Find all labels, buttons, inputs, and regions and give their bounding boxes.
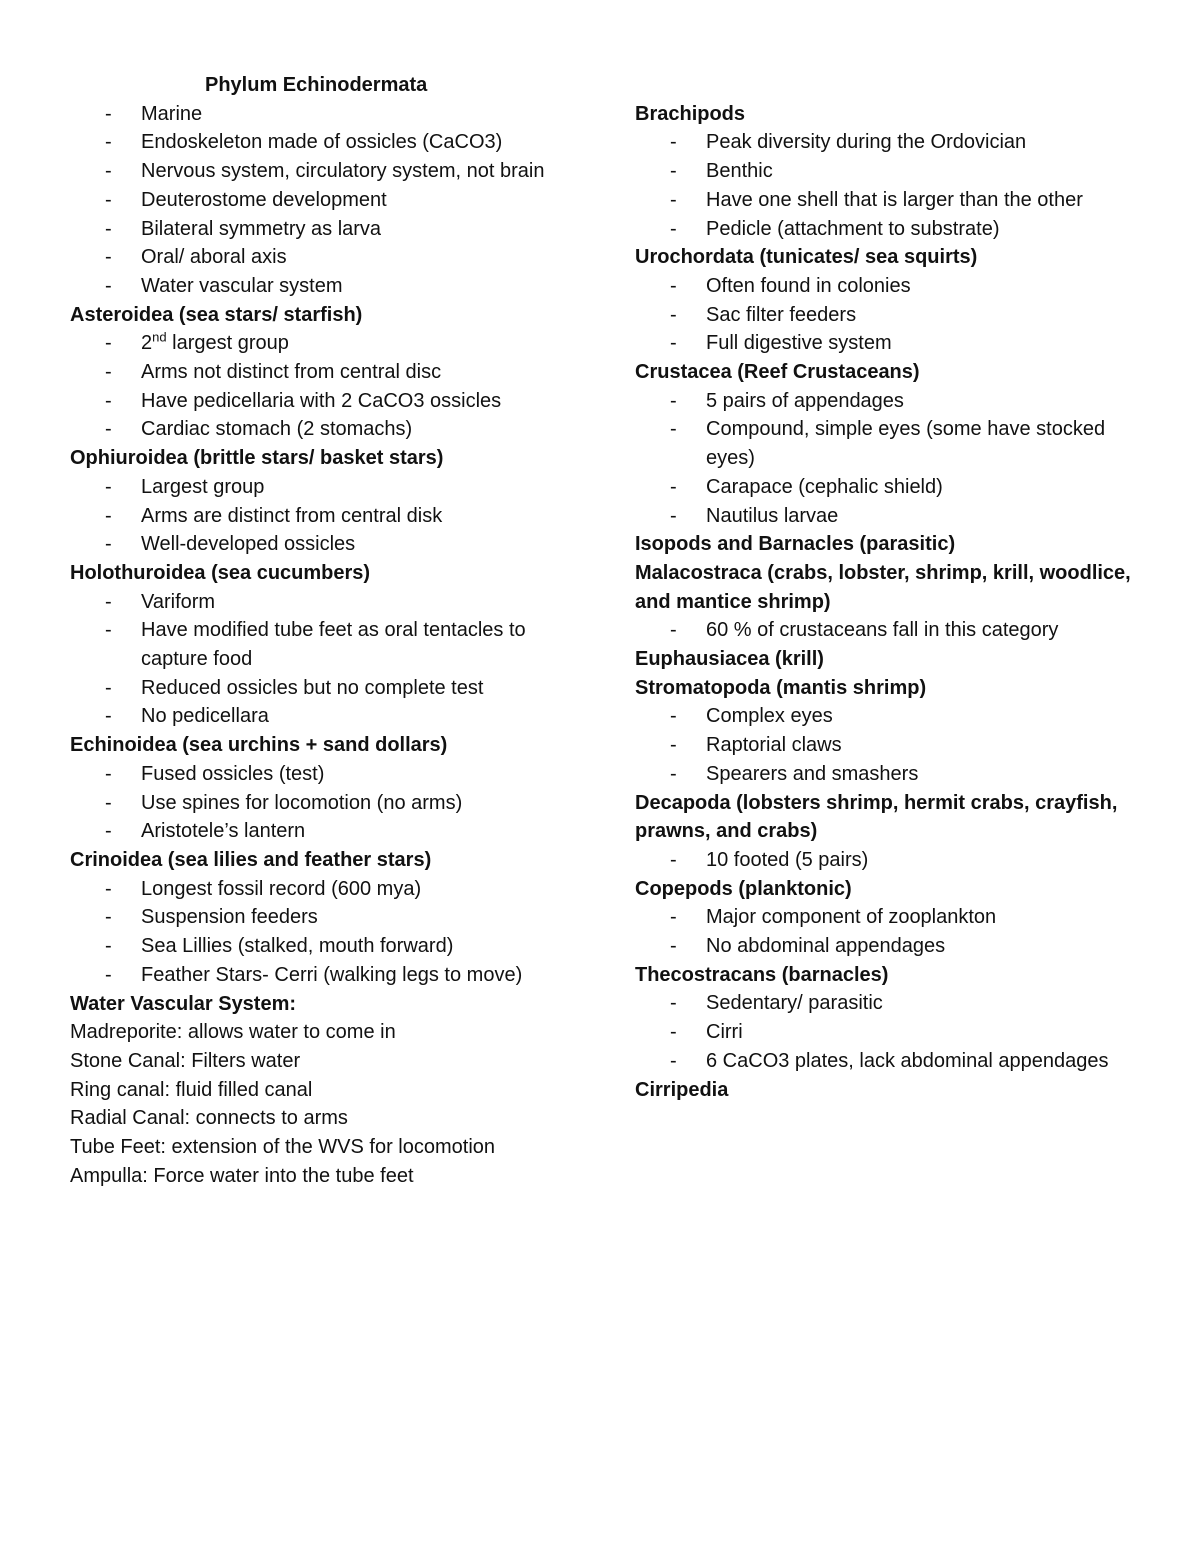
list-item: - Deuterostome development — [70, 186, 590, 215]
list-item: - Oral/ aboral axis — [70, 243, 590, 272]
list-item: - Sedentary/ parasitic — [635, 989, 1155, 1018]
list-item: - Suspension feeders — [70, 903, 590, 932]
bullet-dash: - — [670, 188, 677, 211]
list-item: - Complex eyes — [635, 702, 1155, 731]
section-heading-crustacea: Crustacea (Reef Crustaceans) — [635, 361, 920, 384]
bullet-dash: - — [105, 676, 112, 699]
list-item: - Full digestive system — [635, 329, 1155, 358]
brachipods-list — [635, 128, 1155, 243]
holothuroidea-list — [70, 588, 590, 732]
list-item: - Sac filter feeders — [635, 301, 1155, 330]
list-item: - Often found in colonies — [635, 272, 1155, 301]
bullet-dash: - — [105, 619, 112, 642]
section-heading-brachipods: Brachipods — [635, 102, 746, 125]
list-item: - Use spines for locomotion (no arms) — [70, 789, 590, 818]
section-heading-crinoidea: Crinoidea (sea lilies and feather stars) — [70, 848, 432, 871]
list-item: - Have pedicellaria with 2 CaCO3 ossicles — [70, 387, 590, 416]
bullet-dash: - — [105, 590, 112, 613]
list-item: - Reduced ossicles but no complete test — [70, 674, 590, 703]
list-item: - Nautilus larvae — [635, 502, 1155, 531]
bullet-dash: - — [105, 963, 112, 986]
list-item: - Longest fossil record (600 mya) — [70, 875, 590, 904]
decapoda-list — [635, 846, 1155, 875]
list-item: - Arms not distinct from central disc — [70, 358, 590, 387]
section-heading-holothuroidea: Holothuroidea (sea cucumbers) — [70, 561, 371, 584]
bullet-dash: - — [105, 131, 112, 154]
list-item: - Arms are distinct from central disk — [70, 502, 590, 531]
bullet-dash: - — [105, 217, 112, 240]
bullet-dash: - — [670, 705, 677, 728]
asteroidea-list — [70, 329, 590, 444]
bullet-dash: - — [105, 533, 112, 556]
list-item: - Bilateral symmetry as larva — [70, 215, 590, 244]
bullet-dash: - — [105, 820, 112, 843]
section-heading-copepods: Copepods (planktonic) — [635, 877, 852, 900]
list-item: - Feather Stars- Cerri (walking legs to move) — [70, 961, 590, 990]
thecostracans-list — [635, 989, 1155, 1075]
list-item: - Marine — [70, 100, 590, 129]
bullet-dash: - — [670, 303, 677, 326]
list-item: - Well-developed ossicles — [70, 530, 590, 559]
bullet-dash: - — [670, 1021, 677, 1044]
bullet-dash: - — [105, 332, 112, 355]
wvs-line: Ampulla: Force water into the tube feet — [70, 1164, 414, 1187]
bullet-dash: - — [670, 418, 677, 441]
left-column — [70, 71, 590, 1190]
urochordata-list — [635, 272, 1155, 358]
wvs-line: Radial Canal: connects to arms — [70, 1107, 348, 1130]
list-item: - Cardiac stomach (2 stomachs) — [70, 415, 590, 444]
bullet-dash: - — [105, 705, 112, 728]
list-item: - Carapace (cephalic shield) — [635, 473, 1155, 502]
bullet-dash: - — [105, 246, 112, 269]
wvs-line: Tube Feet: extension of the WVS for locomotion — [70, 1136, 496, 1159]
bullet-dash: - — [670, 848, 677, 871]
list-item: - No pedicellara — [70, 702, 590, 731]
list-item: - Spearers and smashers — [635, 760, 1155, 789]
bullet-dash: - — [670, 274, 677, 297]
bullet-dash: - — [670, 734, 677, 757]
copepods-list — [635, 903, 1155, 960]
bullet-dash: - — [105, 791, 112, 814]
echinoidea-list — [70, 760, 590, 846]
bullet-dash: - — [105, 102, 112, 125]
wvs-line: Ring canal: fluid filled canal — [70, 1078, 313, 1101]
section-heading-euphausiacea: Euphausiacea (krill) — [635, 648, 824, 671]
section-heading-ophiuroidea: Ophiuroidea (brittle stars/ basket stars) — [70, 447, 444, 470]
list-item: - Peak diversity during the Ordovician — [635, 128, 1155, 157]
spacer — [635, 71, 1155, 100]
section-heading-stromatopoda: Stromatopoda (mantis shrimp) — [635, 676, 927, 699]
list-item: - 10 footed (5 pairs) — [635, 846, 1155, 875]
list-item: - 60 % of crustaceans fall in this category — [635, 616, 1155, 645]
bullet-dash: - — [105, 762, 112, 785]
list-item: - Aristotele’s lantern — [70, 817, 590, 846]
bullet-dash: - — [670, 475, 677, 498]
bullet-dash: - — [670, 935, 677, 958]
list-item: - Have modified tube feet as oral tentacles to capture food — [70, 616, 590, 673]
bullet-dash: - — [670, 992, 677, 1015]
section-heading-wvs: Water Vascular System: — [70, 992, 297, 1015]
bullet-dash: - — [105, 935, 112, 958]
page-title: Phylum Echinodermata — [205, 74, 428, 96]
bullet-dash: - — [670, 389, 677, 412]
list-item: - Water vascular system — [70, 272, 590, 301]
list-item: - Variform — [70, 588, 590, 617]
list-item: - Raptorial claws — [635, 731, 1155, 760]
crustacea-list — [635, 387, 1155, 531]
section-heading-decapoda: Decapoda (lobsters shrimp, hermit crabs, crayfish, prawns, and crabs) — [635, 791, 1118, 843]
bullet-dash: - — [670, 332, 677, 355]
bullet-dash: - — [105, 188, 112, 211]
bullet-dash: - — [105, 504, 112, 527]
bullet-dash: - — [105, 877, 112, 900]
section-heading-isopods: Isopods and Barnacles (parasitic) — [635, 533, 956, 556]
bullet-dash: - — [670, 160, 677, 183]
list-item: - Largest group — [70, 473, 590, 502]
crinoidea-list — [70, 875, 590, 990]
right-column — [635, 71, 1155, 1104]
list-item: - Cirri — [635, 1018, 1155, 1047]
section-heading-cirripedia: Cirripedia — [635, 1078, 729, 1101]
section-heading-asteroidea: Asteroidea (sea stars/ starfish) — [70, 303, 363, 326]
section-heading-thecostracans: Thecostracans (barnacles) — [635, 963, 889, 986]
list-item: - Nervous system, circulatory system, not brain — [70, 157, 590, 186]
wvs-line: Stone Canal: Filters water — [70, 1049, 301, 1072]
list-item: - 6 CaCO3 plates, lack abdominal appendages — [635, 1047, 1155, 1076]
list-item: - Sea Lillies (stalked, mouth forward) — [70, 932, 590, 961]
bullet-dash: - — [670, 762, 677, 785]
list-item: - No abdominal appendages — [635, 932, 1155, 961]
list-item: - Compound, simple eyes (some have stocked eyes) — [635, 415, 1155, 472]
wvs-line: Madreporite: allows water to come in — [70, 1021, 396, 1044]
bullet-dash: - — [105, 418, 112, 441]
list-item: - Fused ossicles (test) — [70, 760, 590, 789]
list-item: - 2nd largest group — [70, 329, 590, 358]
bullet-dash: - — [670, 619, 677, 642]
bullet-dash: - — [670, 1049, 677, 1072]
list-item: - Pedicle (attachment to substrate) — [635, 215, 1155, 244]
ophiuroidea-list — [70, 473, 590, 559]
list-item: - Major component of zooplankton — [635, 903, 1155, 932]
bullet-dash: - — [105, 160, 112, 183]
malacostraca-list — [635, 616, 1155, 645]
list-item: - Benthic — [635, 157, 1155, 186]
list-item: - Have one shell that is larger than the other — [635, 186, 1155, 215]
intro-list — [70, 100, 590, 301]
bullet-dash: - — [105, 361, 112, 384]
bullet-dash: - — [105, 274, 112, 297]
bullet-dash: - — [105, 389, 112, 412]
bullet-dash: - — [670, 131, 677, 154]
list-item: - Endoskeleton made of ossicles (CaCO3) — [70, 128, 590, 157]
bullet-dash: - — [670, 217, 677, 240]
section-heading-malacostraca: Malacostraca (crabs, lobster, shrimp, krill, woodlice, and mantice shrimp) — [635, 561, 1131, 613]
bullet-dash: - — [670, 504, 677, 527]
bullet-dash: - — [670, 906, 677, 929]
stromatopoda-list — [635, 702, 1155, 788]
bullet-dash: - — [105, 906, 112, 929]
section-heading-urochordata: Urochordata (tunicates/ sea squirts) — [635, 246, 978, 269]
section-heading-echinoidea: Echinoidea (sea urchins + sand dollars) — [70, 734, 448, 757]
bullet-dash: - — [105, 475, 112, 498]
list-item: - 5 pairs of appendages — [635, 387, 1155, 416]
